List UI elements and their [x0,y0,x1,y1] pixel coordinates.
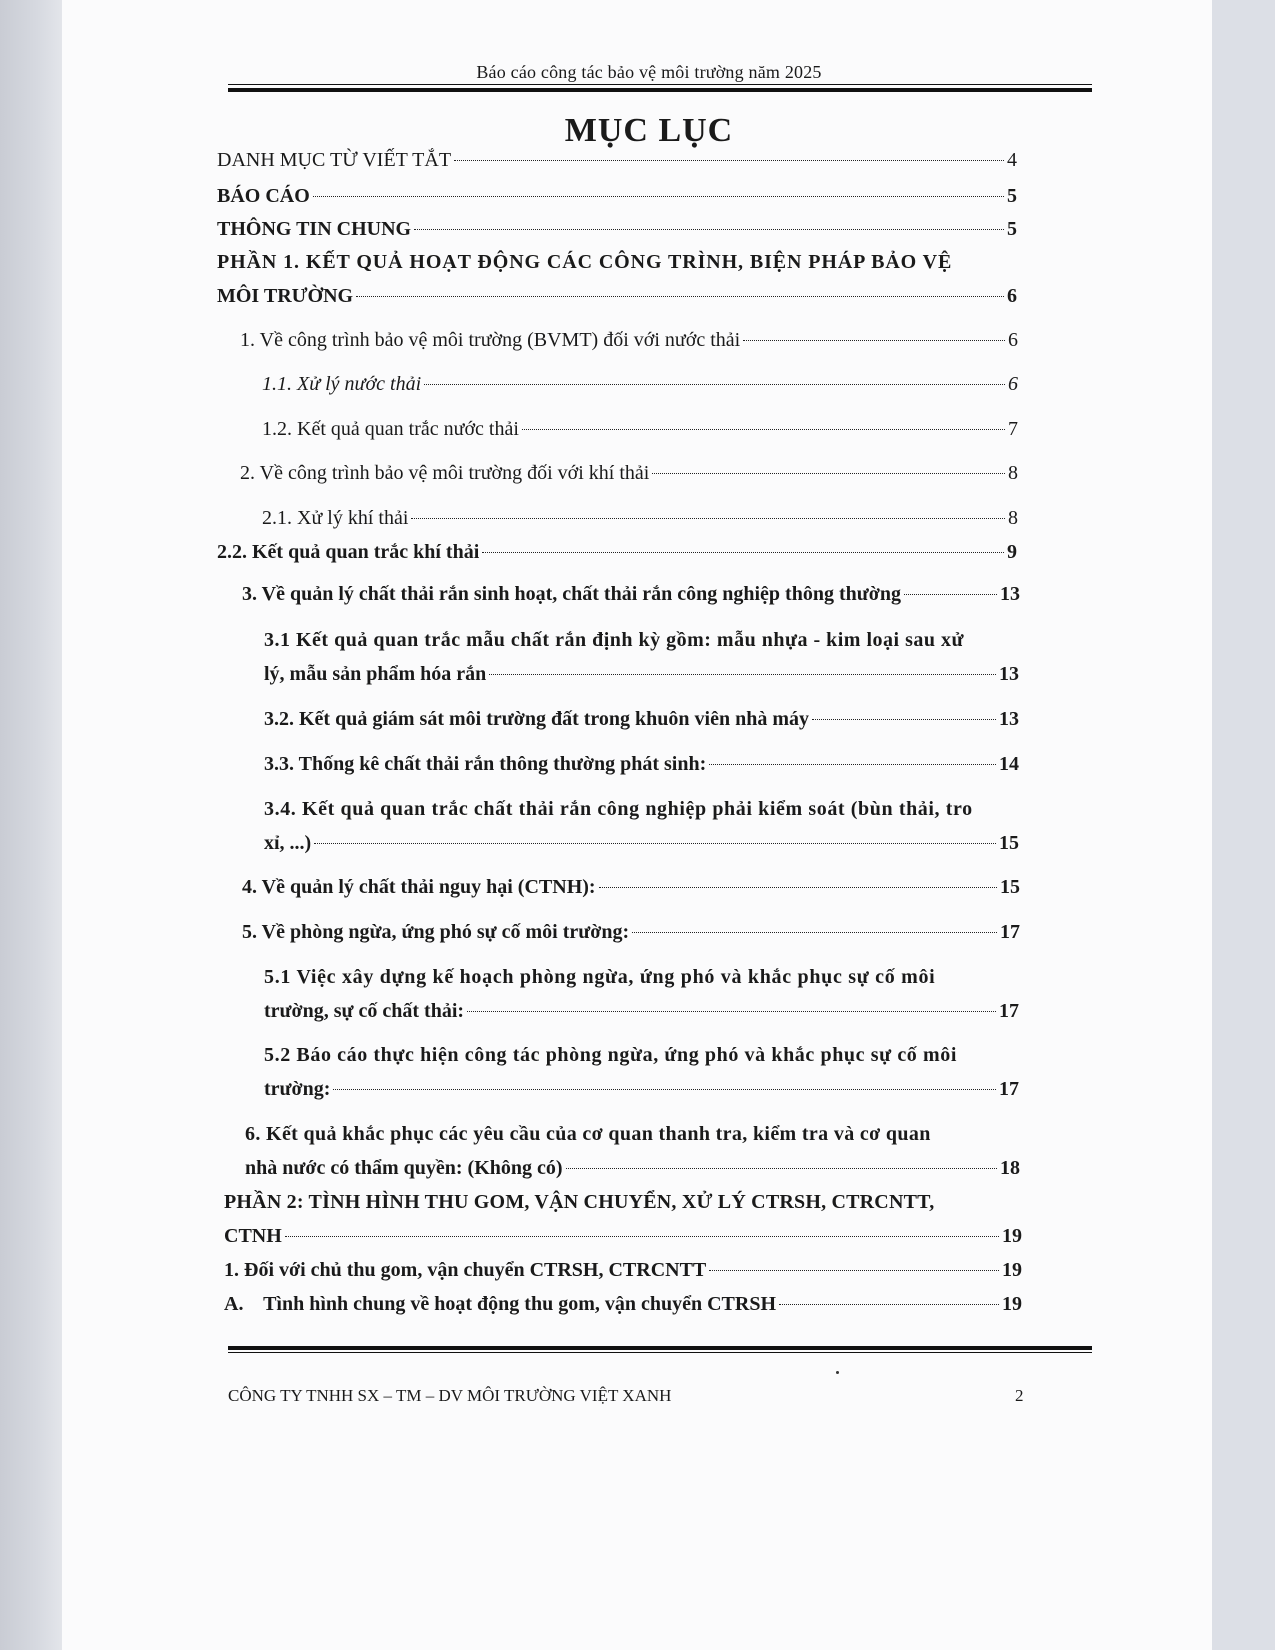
toc-entry-text: 5. Về phòng ngừa, ứng phó sự cố môi trường: [242,921,630,943]
header-rule-thick [228,88,1092,92]
toc-entry-page: 19 [1002,1225,1022,1247]
footer-rule-thin [228,1352,1092,1353]
toc-entry-text: BÁO CÁO [217,185,310,207]
toc-entry[interactable] [264,830,1019,856]
toc-entry-text: 4. Về quản lý chất thải nguy hại (CTNH): [242,876,596,898]
toc-entry[interactable] [217,216,1017,242]
toc-entry-text: 1.1. Xử lý nước thải [262,373,422,395]
toc-entry-page: 8 [1008,462,1018,484]
toc-entry-page: 17 [1000,921,1020,943]
dot-leader [482,552,1004,553]
dot-leader [424,384,1005,385]
dot-leader [411,518,1005,519]
toc-entry-page: 13 [1000,583,1020,605]
toc-entry-first-line[interactable]: 3.1 Kết quả quan trắc mẫu chất rắn định kỳ gồm: mẫu nhựa - kim loại sau xử [264,629,964,651]
toc-entry-page: 15 [999,832,1019,854]
toc-entry-page: 5 [1007,218,1017,240]
dot-leader [652,473,1005,474]
dot-leader [356,296,1004,297]
toc-entry[interactable] [262,416,1018,442]
toc-entry[interactable] [217,183,1017,209]
footer-rule-thick [228,1346,1092,1350]
toc-entry-text: DANH MỤC TỪ VIẾT TẮT [217,149,452,171]
toc-entry-page: 13 [999,708,1019,730]
toc-entry-first-line[interactable]: 6. Kết quả khắc phục các yêu cầu của cơ quan thanh tra, kiểm tra và cơ quan [245,1123,931,1145]
dot-leader [779,1304,999,1305]
toc-entry-page: 6 [1008,329,1018,351]
toc-entry[interactable] [217,147,1017,173]
toc-entry-text: MÔI TRƯỜNG [217,285,354,307]
toc-entry-page: 4 [1007,149,1017,171]
dot-leader [333,1089,996,1090]
dot-leader [285,1236,999,1237]
toc-entry-text: A. Tình hình chung về hoạt động thu gom, vận chuyển CTRSH [224,1293,777,1315]
toc-entry[interactable] [264,998,1019,1024]
toc-entry-page: 7 [1008,418,1018,440]
dot-leader [314,843,996,844]
dot-leader [743,340,1005,341]
toc-entry-text: trường: [264,1078,331,1100]
dot-leader [709,1270,999,1271]
dot-leader [709,764,996,765]
toc-entry-page: 17 [999,1000,1019,1022]
toc-entry-text: 1. Về công trình bảo vệ môi trường (BVMT) đối với nước thải [240,329,741,351]
scan-speck [836,1371,839,1374]
toc-entry-page: 13 [999,663,1019,685]
toc-entry[interactable] [245,1155,1020,1181]
toc-entry-text: 3.3. Thống kê chất thải rắn thông thường phát sinh: [264,753,707,775]
dot-leader [313,196,1004,197]
toc-entry[interactable] [217,539,1017,565]
toc-entry[interactable] [262,505,1018,531]
toc-entry-page: 9 [1007,541,1017,563]
toc-entry[interactable] [264,1076,1019,1102]
toc-entry-page: 17 [999,1078,1019,1100]
toc-entry[interactable] [242,919,1020,945]
header-rule-thin [228,84,1092,85]
toc-entry-text: 1. Đối với chủ thu gom, vận chuyển CTRSH, CTRCNTT [224,1259,707,1281]
dot-leader [812,719,996,720]
dot-leader [566,1168,997,1169]
toc-entry-page: 19 [1002,1293,1022,1315]
toc-entry-first-line[interactable]: 5.2 Báo cáo thực hiện công tác phòng ngừa, ứng phó và khắc phục sự cố môi [264,1044,958,1066]
toc-entry-first-line[interactable]: 3.4. Kết quả quan trắc chất thải rắn công nghiệp phải kiểm soát (bùn thải, tro [264,798,973,820]
footer-company: CÔNG TY TNHH SX – TM – DV MÔI TRƯỜNG VIỆT XANH [228,1386,672,1405]
toc-entry[interactable] [240,460,1018,486]
toc-entry-text: 2.1. Xử lý khí thải [262,507,409,529]
toc-entry[interactable] [217,283,1017,309]
toc-entry[interactable] [240,327,1018,353]
toc-entry[interactable] [224,1257,1022,1283]
dot-leader [904,594,997,595]
toc-entry[interactable] [224,1291,1022,1317]
toc-title: MỤC LỤC [564,112,734,149]
toc-entry-first-line[interactable]: PHẦN 2: TÌNH HÌNH THU GOM, VẬN CHUYỂN, XỬ LÝ CTRSH, CTRCNTT, [224,1191,935,1213]
toc-entry-text: 3. Về quản lý chất thải rắn sinh hoạt, chất thải rắn công nghiệp thông thường [242,583,901,605]
dot-leader [489,674,996,675]
toc-entry-text: THÔNG TIN CHUNG [217,218,412,240]
toc-entry-first-line[interactable]: 5.1 Việc xây dựng kế hoạch phòng ngừa, ứng phó và khắc phục sự cố môi [264,966,936,988]
toc-entry-text: 2. Về công trình bảo vệ môi trường đối với khí thải [240,462,650,484]
toc-entry[interactable] [242,581,1020,607]
toc-entry-text: CTNH [224,1225,282,1247]
toc-entry[interactable] [262,371,1018,397]
dot-leader [522,429,1005,430]
dot-leader [467,1011,996,1012]
dot-leader [599,887,997,888]
scan-edge-shadow [0,0,62,1650]
toc-entry-page: 8 [1008,507,1018,529]
toc-entry-text: 2.2. Kết quả quan trắc khí thải [217,541,480,563]
toc-entry-text: 1.2. Kết quả quan trắc nước thải [262,418,519,440]
toc-entry[interactable] [242,874,1020,900]
toc-entry[interactable] [224,1223,1022,1249]
toc-entry-text: lý, mẫu sản phẩm hóa rắn [264,663,487,685]
dot-leader [632,932,997,933]
dot-leader [414,229,1004,230]
footer-page-number: 2 [1015,1386,1024,1405]
toc-entry-first-line[interactable]: PHẦN 1. KẾT QUẢ HOẠT ĐỘNG CÁC CÔNG TRÌNH, BIỆN PHÁP BẢO VỆ [217,251,953,273]
toc-entry-page: 14 [999,753,1019,775]
toc-entry-page: 18 [1000,1157,1020,1179]
toc-entry-text: nhà nước có thẩm quyền: (Không có) [245,1157,563,1179]
toc-entry[interactable] [264,706,1019,732]
toc-entry-page: 6 [1008,373,1018,395]
toc-entry[interactable] [264,751,1019,777]
toc-entry-page: 19 [1002,1259,1022,1281]
running-header: Báo cáo công tác bảo vệ môi trường năm 2025 [476,62,822,82]
toc-entry-page: 5 [1007,185,1017,207]
toc-entry-text: xỉ, ...) [264,832,312,854]
toc-entry[interactable] [264,661,1019,687]
toc-entry-page: 6 [1007,285,1017,307]
toc-entry-page: 15 [1000,876,1020,898]
dot-leader [454,160,1004,161]
toc-entry-text: trường, sự cố chất thải: [264,1000,465,1022]
toc-entry-text: 3.2. Kết quả giám sát môi trường đất trong khuôn viên nhà máy [264,708,809,730]
